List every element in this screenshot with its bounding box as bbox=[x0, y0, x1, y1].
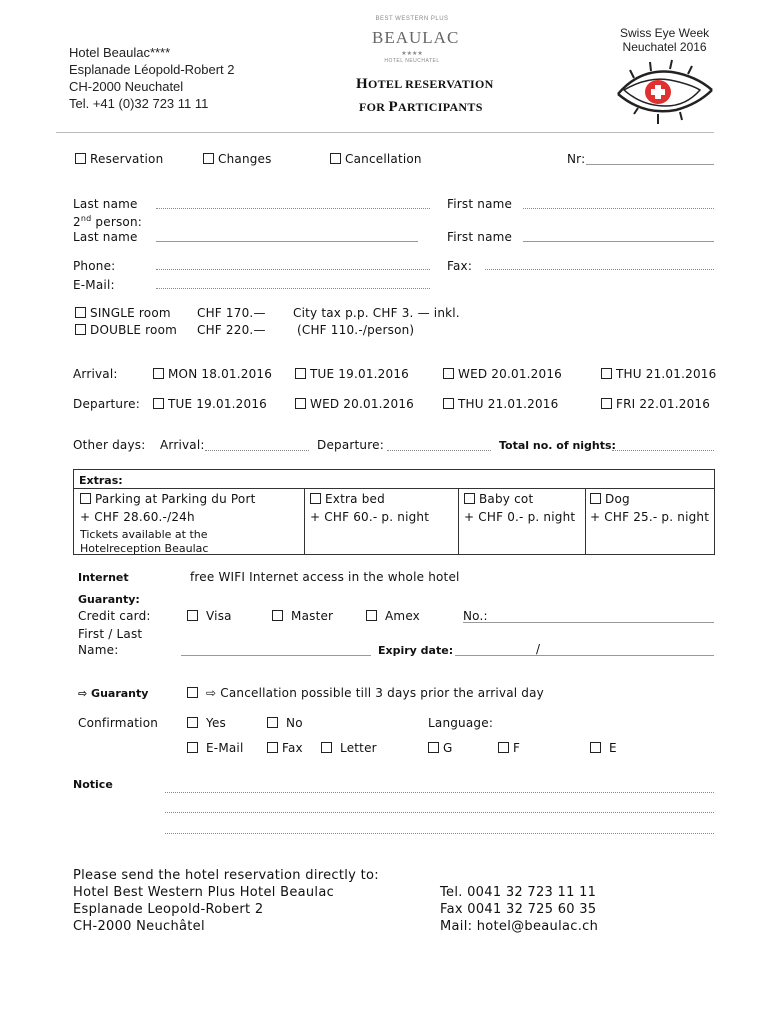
arrival-label: Arrival: bbox=[73, 367, 118, 381]
hotel-city: CH-2000 Neuchatel bbox=[69, 79, 184, 94]
lang-e-option[interactable] bbox=[590, 741, 617, 755]
other-arrival-label: Arrival: bbox=[160, 438, 205, 452]
guaranty-arrow-label: ⇨ Guaranty bbox=[78, 687, 149, 700]
channel-fax-option[interactable] bbox=[267, 741, 303, 755]
dog-option[interactable] bbox=[590, 492, 630, 506]
last-name-label: Last name bbox=[73, 197, 138, 211]
dog-checkbox[interactable] bbox=[590, 493, 601, 504]
channel-fax-label: Fax bbox=[282, 741, 303, 755]
lang-g-option[interactable] bbox=[428, 741, 453, 755]
lang-e-checkbox[interactable] bbox=[590, 742, 601, 753]
reservation-label: Reservation bbox=[90, 152, 164, 166]
fax-label: Fax: bbox=[447, 259, 473, 273]
card-no-label: No.: bbox=[463, 609, 488, 623]
double-room-option[interactable] bbox=[75, 323, 177, 337]
email-label: E-Mail: bbox=[73, 278, 115, 292]
confirm-no-label: No bbox=[286, 716, 303, 730]
footer-city: CH-2000 Neuchâtel bbox=[73, 919, 205, 934]
departure-checkbox-3[interactable] bbox=[443, 398, 454, 409]
guaranty-text: ⇨ Cancellation possible till 3 days prior the arrival day bbox=[206, 686, 544, 700]
name-label-1: First / Last bbox=[78, 627, 143, 641]
event-line-1: Swiss Eye Week bbox=[620, 26, 710, 40]
page-title bbox=[356, 76, 494, 93]
option-reservation[interactable] bbox=[75, 152, 163, 166]
departure-option-2[interactable] bbox=[295, 397, 414, 411]
footer-mail[interactable]: Mail: hotel@beaulac.ch bbox=[440, 919, 599, 934]
email-field[interactable] bbox=[156, 288, 430, 289]
last-name-field[interactable] bbox=[156, 208, 430, 209]
channel-email-label: E-Mail bbox=[206, 741, 244, 755]
confirm-yes-option[interactable] bbox=[187, 716, 226, 730]
amex-label: Amex bbox=[385, 609, 420, 623]
departure-checkbox-1[interactable] bbox=[153, 398, 164, 409]
second-person-pre: 2 bbox=[73, 215, 81, 229]
arrival-option-1[interactable] bbox=[153, 367, 272, 381]
guaranty-checkbox[interactable] bbox=[187, 687, 198, 698]
confirmation-label: Confirmation bbox=[78, 716, 159, 730]
footer-instruction: Please send the hotel reservation directly to: bbox=[73, 868, 379, 883]
title-cap-h: H bbox=[356, 76, 368, 92]
lang-f-checkbox[interactable] bbox=[498, 742, 509, 753]
footer-tel: Tel. 0041 32 723 11 11 bbox=[440, 885, 597, 900]
departure-date-4: FRI 22.01.2016 bbox=[616, 397, 711, 411]
dog-price: + CHF 25.- p. night bbox=[590, 510, 710, 524]
channel-fax-checkbox[interactable] bbox=[267, 742, 278, 753]
internet-text: free WIFI Internet access in the whole hotel bbox=[190, 570, 460, 584]
city-tax-note: (CHF 110.-/person) bbox=[297, 323, 415, 337]
visa-label: Visa bbox=[206, 609, 232, 623]
eye-logo-icon bbox=[610, 56, 720, 128]
first-name-2-field[interactable] bbox=[523, 241, 714, 242]
parking-label: Parking at Parking du Port bbox=[95, 492, 256, 506]
other-departure-field[interactable] bbox=[387, 450, 491, 451]
departure-checkbox-2[interactable] bbox=[295, 398, 306, 409]
guaranty-title: Guaranty: bbox=[78, 593, 140, 606]
baby-cot-checkbox[interactable] bbox=[464, 493, 475, 504]
arrival-date-4: THU 21.01.2016 bbox=[616, 367, 717, 381]
arrival-checkbox-1[interactable] bbox=[153, 368, 164, 379]
arrival-checkbox-3[interactable] bbox=[443, 368, 454, 379]
departure-date-2: WED 20.01.2016 bbox=[310, 397, 415, 411]
channel-email-option[interactable] bbox=[187, 741, 244, 755]
language-label: Language: bbox=[428, 716, 494, 730]
amex-checkbox[interactable] bbox=[366, 610, 377, 621]
arrival-date-2: TUE 19.01.2016 bbox=[310, 367, 410, 381]
title-rest-2: ARTICIPANTS bbox=[398, 100, 483, 114]
title-rest-1: OTEL RESERVATION bbox=[367, 77, 494, 91]
option-changes[interactable] bbox=[203, 152, 272, 166]
fax-field[interactable] bbox=[485, 269, 714, 270]
channel-letter-option[interactable] bbox=[321, 741, 377, 755]
city-tax-text: City tax p.p. CHF 3. — inkl. bbox=[293, 306, 460, 320]
master-option[interactable] bbox=[272, 609, 333, 623]
parking-note-2: Hotelreception Beaulac bbox=[80, 542, 209, 555]
title-pre-2: FOR bbox=[359, 100, 389, 114]
parking-option[interactable] bbox=[80, 492, 256, 506]
last-name-2-field[interactable] bbox=[156, 241, 418, 242]
departure-label: Departure: bbox=[73, 397, 140, 411]
confirm-no-checkbox[interactable] bbox=[267, 717, 278, 728]
card-name-field[interactable] bbox=[181, 655, 371, 656]
single-room-label: SINGLE room bbox=[90, 306, 171, 320]
lang-f-label: F bbox=[513, 741, 521, 755]
extras-divider-1 bbox=[304, 488, 305, 554]
footer-street: Esplanade Leopold-Robert 2 bbox=[73, 902, 264, 917]
footer-contact bbox=[440, 884, 598, 935]
second-person-sup: nd bbox=[80, 214, 92, 223]
extras-title: Extras: bbox=[79, 474, 123, 487]
channel-letter-label: Letter bbox=[340, 741, 377, 755]
departure-option-3[interactable] bbox=[443, 397, 558, 411]
other-days-label: Other days: bbox=[73, 438, 146, 452]
nr-field[interactable] bbox=[586, 164, 714, 165]
cancellation-label: Cancellation bbox=[345, 152, 422, 166]
phone-label: Phone: bbox=[73, 259, 116, 273]
changes-checkbox[interactable] bbox=[203, 153, 214, 164]
lang-g-label: G bbox=[443, 741, 453, 755]
departure-option-4[interactable] bbox=[601, 397, 710, 411]
baby-cot-price: + CHF 0.- p. night bbox=[464, 510, 576, 524]
first-name-2-label: First name bbox=[447, 230, 513, 244]
departure-date-3: THU 21.01.2016 bbox=[458, 397, 559, 411]
expiry-label: Expiry date: bbox=[378, 644, 454, 657]
total-nights-field[interactable] bbox=[612, 450, 714, 451]
first-name-field[interactable] bbox=[523, 208, 714, 209]
notice-line-2[interactable] bbox=[165, 812, 714, 813]
confirm-yes-checkbox[interactable] bbox=[187, 717, 198, 728]
guaranty-option[interactable] bbox=[187, 686, 544, 700]
logo-name: BEAULAC bbox=[372, 28, 460, 47]
footer-hotel-name: Hotel Best Western Plus Hotel Beaulac bbox=[73, 885, 335, 900]
hotel-address bbox=[69, 44, 235, 112]
second-person-label bbox=[73, 214, 142, 229]
parking-note-1: Tickets available at the bbox=[80, 528, 208, 541]
arrival-checkbox-4[interactable] bbox=[601, 368, 612, 379]
extras-divider-2 bbox=[458, 488, 459, 554]
notice-line-1[interactable] bbox=[165, 792, 714, 793]
footer-fax: Fax 0041 32 725 60 35 bbox=[440, 902, 597, 917]
title-cap-p: P bbox=[388, 99, 398, 115]
extras-table bbox=[73, 469, 715, 555]
amex-option[interactable] bbox=[366, 609, 420, 623]
beaulac-logo bbox=[372, 16, 460, 82]
lang-f-option[interactable] bbox=[498, 741, 520, 755]
arrival-date-3: WED 20.01.2016 bbox=[458, 367, 563, 381]
lang-g-checkbox[interactable] bbox=[428, 742, 439, 753]
visa-checkbox[interactable] bbox=[187, 610, 198, 621]
reservation-checkbox[interactable] bbox=[75, 153, 86, 164]
logo-top-text: BEST WESTERN PLUS bbox=[375, 16, 449, 22]
baby-cot-option[interactable] bbox=[464, 492, 533, 506]
nr-label: Nr: bbox=[567, 152, 586, 166]
logo-stars: ★★★★ bbox=[401, 51, 423, 57]
other-departure-label: Departure: bbox=[317, 438, 384, 452]
internet-label: Internet bbox=[78, 571, 129, 584]
master-label: Master bbox=[291, 609, 334, 623]
page-subtitle bbox=[359, 99, 483, 116]
confirm-no-option[interactable] bbox=[267, 716, 303, 730]
parking-checkbox[interactable] bbox=[80, 493, 91, 504]
departure-date-1: TUE 19.01.2016 bbox=[168, 397, 268, 411]
arrival-option-4[interactable] bbox=[601, 367, 716, 381]
header-divider bbox=[56, 132, 714, 133]
channel-letter-checkbox[interactable] bbox=[321, 742, 332, 753]
phone-field[interactable] bbox=[156, 269, 430, 270]
cancellation-checkbox[interactable] bbox=[330, 153, 341, 164]
name-label-2: Name: bbox=[78, 643, 119, 657]
single-room-checkbox[interactable] bbox=[75, 307, 86, 318]
event-name bbox=[620, 26, 709, 54]
arrival-checkbox-2[interactable] bbox=[295, 368, 306, 379]
footer-address bbox=[73, 867, 379, 935]
extras-divider-3 bbox=[585, 488, 586, 554]
arrival-date-1: MON 18.01.2016 bbox=[168, 367, 273, 381]
baby-cot-label: Baby cot bbox=[479, 492, 534, 506]
second-person-post: person: bbox=[91, 215, 142, 229]
last-name-2-label: Last name bbox=[73, 230, 138, 244]
hotel-name: Hotel Beaulac**** bbox=[69, 45, 171, 60]
single-room-option[interactable] bbox=[75, 306, 171, 320]
expiry-field[interactable] bbox=[455, 655, 714, 656]
notice-label: Notice bbox=[73, 778, 113, 791]
double-room-price: CHF 220.— bbox=[197, 323, 266, 337]
changes-label: Changes bbox=[218, 152, 272, 166]
departure-checkbox-4[interactable] bbox=[601, 398, 612, 409]
option-cancellation[interactable] bbox=[330, 152, 422, 166]
card-no-field[interactable] bbox=[463, 622, 714, 623]
logo-bottom-text: HOTEL NEUCHATEL bbox=[384, 58, 440, 64]
lang-e-label: E bbox=[609, 741, 617, 755]
first-name-label: First name bbox=[447, 197, 513, 211]
single-room-price: CHF 170.— bbox=[197, 306, 266, 320]
arrival-option-3[interactable] bbox=[443, 367, 562, 381]
event-line-2: Neuchatel 2016 bbox=[622, 40, 707, 54]
extra-bed-checkbox[interactable] bbox=[310, 493, 321, 504]
departure-option-1[interactable] bbox=[153, 397, 267, 411]
double-room-checkbox[interactable] bbox=[75, 324, 86, 335]
visa-option[interactable] bbox=[187, 609, 232, 623]
confirm-yes-label: Yes bbox=[206, 716, 226, 730]
other-arrival-field[interactable] bbox=[205, 450, 309, 451]
double-room-label: DOUBLE room bbox=[90, 323, 178, 337]
arrival-option-2[interactable] bbox=[295, 367, 409, 381]
parking-price: + CHF 28.60.-/24h bbox=[80, 510, 195, 524]
extra-bed-label: Extra bed bbox=[325, 492, 385, 506]
master-checkbox[interactable] bbox=[272, 610, 283, 621]
dog-label: Dog bbox=[605, 492, 630, 506]
hotel-street: Esplanade Léopold-Robert 2 bbox=[69, 62, 235, 77]
credit-card-label: Credit card: bbox=[78, 609, 151, 623]
hotel-phone: Tel. +41 (0)32 723 11 11 bbox=[69, 96, 209, 111]
extras-header bbox=[74, 470, 714, 489]
extra-bed-option[interactable] bbox=[310, 492, 385, 506]
notice-line-3[interactable] bbox=[165, 833, 714, 834]
channel-email-checkbox[interactable] bbox=[187, 742, 198, 753]
total-nights-label: Total no. of nights: bbox=[499, 439, 616, 452]
extra-bed-price: + CHF 60.- p. night bbox=[310, 510, 430, 524]
expiry-separator: / bbox=[536, 642, 541, 656]
